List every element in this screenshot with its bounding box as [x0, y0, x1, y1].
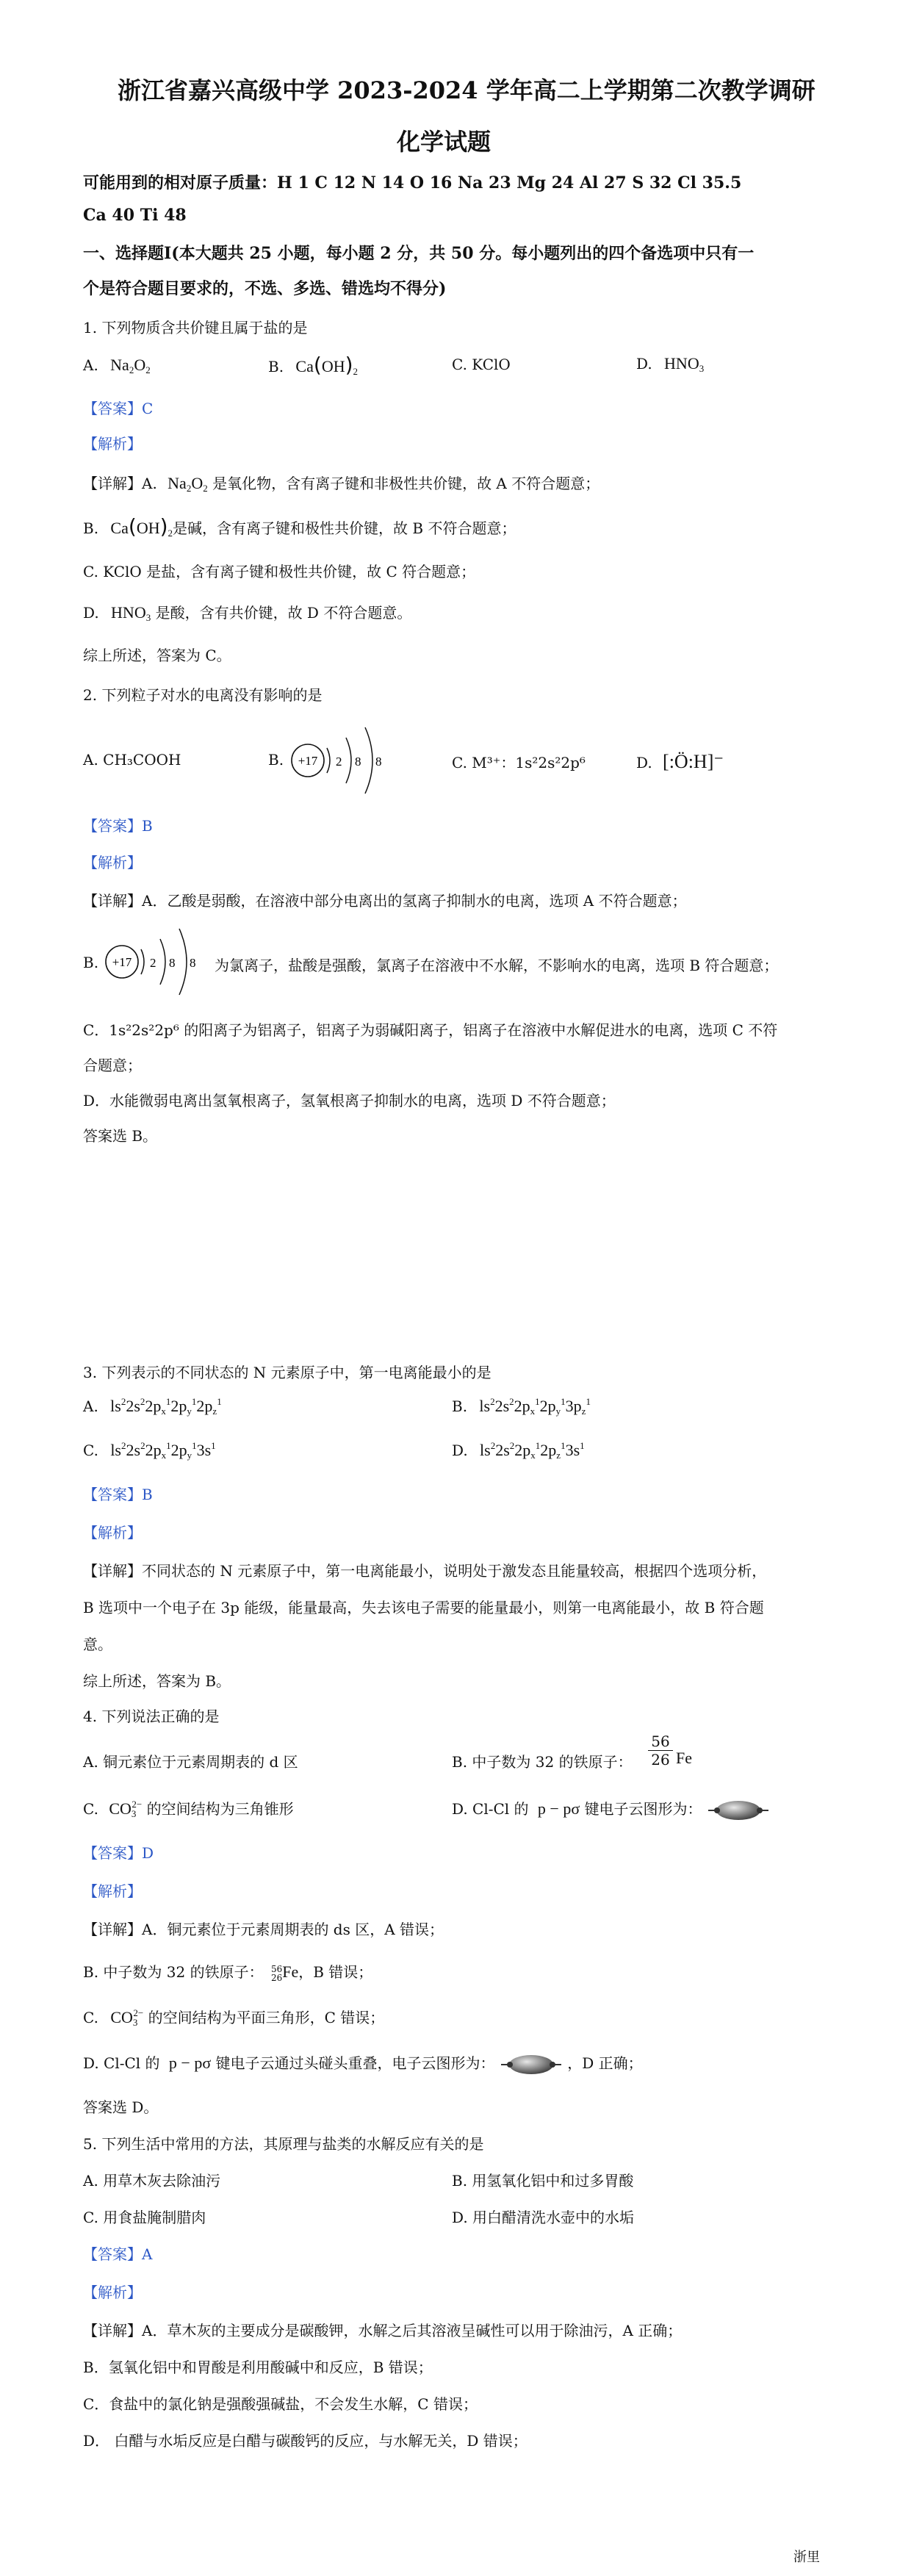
q1-answer: 【答案】C [83, 400, 154, 417]
page-title-line2: 化学试题 [397, 128, 491, 156]
q4-detail-a: 【详解】A．铜元素位于元素周期表的 ds 区，A 错误； [83, 1921, 444, 1938]
q1-summary: 综上所述，答案为 C。 [83, 647, 231, 664]
page-title-line1: 浙江省嘉兴高级中学 2023-2024 学年高二上学期第二次教学调研 [118, 76, 815, 104]
q4-option-c: C. $CO_3^{2-}$ 的空间结构为三角锥形 [83, 1799, 294, 1819]
q3-answer: 【答案】B [83, 1486, 153, 1503]
q1-option-c: C. KClO [452, 356, 511, 373]
q2-option-b-atom-diagram [289, 720, 399, 801]
q4-option-b: B. 中子数为 32 的铁原子： [452, 1753, 633, 1771]
q2-detail-b-text: 为氯离子，盐酸是强酸，氯离子在溶液中不水解，不影响水的电离，选项 B 符合题意； [215, 957, 779, 974]
q4-detail-d: D. Cl-Cl 的 p − pσ 键电子云通过头碰头重叠，电子云图形为： ，D 正确； [83, 2051, 643, 2076]
q3-detail-line2: B 选项中一个电子在 3p 能级，能量最高，失去该电子需要的能量最小，则第一电离能最小，故 B 符合题 [83, 1599, 764, 1616]
q2-b-shell-2: 8 [355, 755, 361, 769]
q3-summary: 综上所述，答案为 B。 [83, 1672, 231, 1690]
atomic-mass-line2: Ca 40 Ti 48 [83, 206, 187, 225]
q5-detail-d: D． 白醋与水垢反应是白醋与碳酸钙的反应，与水解无关，D 错误； [83, 2432, 527, 2450]
q5-option-c: C. 用食盐腌制腊肉 [83, 2209, 206, 2226]
section-heading-line1: 一、选择题Ⅰ(本大题共 25 小题，每小题 2 分，共 50 分。每小题列出的四个备选项中只有一 [83, 244, 755, 263]
q1-detail-b: B. $Ca(OH)_2$是碱，含有离子键和极性共价键，故 B 不符合题意； [83, 514, 516, 539]
q4-option-b-symbol: Fe [676, 1749, 692, 1767]
q2-detail-b-label: B. [83, 954, 99, 971]
q5-option-a: A. 用草木灰去除油污 [83, 2172, 221, 2190]
q3-option-b: B. $ls^22s^22p_x^12p_y^13p_z^1$ [452, 1396, 591, 1417]
q4-stem: 4. 下列说法正确的是 [83, 1708, 220, 1725]
q2-option-b-label: B. [268, 751, 284, 769]
q4-analysis-label: 【解析】 [83, 1882, 142, 1900]
q4-detail-c: C. $CO_3^{2-}$ 的空间结构为平面三角形，C 错误； [83, 2007, 385, 2028]
q2-option-c: C. M³⁺：1s²2s²2p⁶ [452, 754, 586, 771]
q5-option-b: B. 用氢氧化铝中和过多胃酸 [452, 2172, 634, 2190]
electron-cloud-icon [707, 1799, 770, 1821]
q2-detail-d: D．水能微弱电离出氢氧根离子，氢氧根离子抑制水的电离，选项 D 不符合题意； [83, 1092, 616, 1109]
q5-detail-b: B．氢氧化铝中和胃酸是利用酸碱中和反应，B 错误； [83, 2359, 433, 2376]
q5-option-d: D. 用白醋清洗水壶中的水垢 [452, 2209, 635, 2226]
footer-watermark: 浙里 [793, 2550, 820, 2565]
q1-option-d: D. $HNO_3$ [636, 354, 705, 374]
svg-text:2: 2 [150, 956, 156, 970]
q4-option-b-nuclide: 56 26 [648, 1733, 673, 1769]
q3-stem: 3. 下列表示的不同状态的 N 元素原子中，第一电离能最小的是 [83, 1364, 491, 1381]
q1-detail-a: 【详解】A. $Na_2O_2$ 是氧化物，含有离子键和非极性共价键，故 A 不符合题意； [83, 474, 600, 494]
q2-detail-c-line2: 合题意； [83, 1057, 142, 1074]
q3-detail-line3: 意。 [83, 1636, 112, 1653]
svg-text:+17: +17 [298, 754, 318, 768]
q4-answer: 【答案】D [83, 1844, 154, 1862]
q1-detail-c: C. KClO 是盐，含有离子键和极性共价键，故 C 符合题意； [83, 563, 476, 580]
q3-analysis-label: 【解析】 [83, 1524, 142, 1541]
atomic-mass-line1: 可能用到的相对原子质量：H 1 C 12 N 14 O 16 Na 23 Mg 24 Al 27 S 32 Cl 35.5 [83, 173, 742, 193]
q5-analysis-label: 【解析】 [83, 2284, 142, 2301]
q4-detail-b: B. 中子数为 32 的铁原子： 56 26Fe，B 错误； [83, 1962, 373, 1983]
svg-text:+17: +17 [112, 955, 132, 969]
q3-option-d: D. $ls^22s^22p_x^12p_z^13s^1$ [452, 1440, 585, 1461]
q2-detail-atom-diagram [103, 921, 213, 1002]
q2-analysis-label: 【解析】 [83, 854, 142, 871]
q3-detail-line1: 【详解】不同状态的 N 元素原子中，第一电离能最小，说明处于激发态且能量较高，根据四个选项分析， [83, 1562, 767, 1580]
q2-summary: 答案选 B。 [83, 1127, 158, 1145]
q1-stem: 1. 下列物质含共价键且属于盐的是 [83, 319, 308, 337]
q1-option-a: A. $Na_2O_2$ [83, 356, 151, 375]
q2-detail-c-line1: C．1s²2s²2p⁶ 的阳离子为铝离子，铝离子为弱碱阳离子，铝离子在溶液中水解促进水的电离，选项 C 不符 [83, 1021, 778, 1039]
q2-b-shell-3: 8 [375, 755, 382, 769]
q3-option-a: A. $ls^22s^22p_x^12p_y^12p_z^1$ [83, 1396, 222, 1417]
q3-option-c: C. $ls^22s^22p_x^12p_y^13s^1$ [83, 1440, 216, 1461]
q1-option-b: B. $Ca(OH)_2$ [268, 353, 359, 377]
svg-text:8: 8 [190, 956, 196, 970]
q1-detail-d: D. $HNO_3$ 是酸，含有共价键，故 D 不符合题意。 [83, 603, 412, 623]
q4-option-d: D. Cl-Cl 的 p − pσ 键电子云图形为： [452, 1797, 770, 1821]
svg-text:8: 8 [169, 956, 176, 970]
q5-answer: 【答案】A [83, 2245, 153, 2263]
q5-detail-c: C．食盐中的氯化钠是强酸强碱盐，不会发生水解，C 错误； [83, 2395, 478, 2413]
q5-detail-a: 【详解】A．草木灰的主要成分是碳酸钾，水解之后其溶液呈碱性可以用于除油污，A 正确； [83, 2322, 683, 2339]
q5-stem: 5. 下列生活中常用的方法，其原理与盐类的水解反应有关的是 [83, 2135, 484, 2153]
q4-option-a: A. 铜元素位于元素周期表的 d 区 [83, 1753, 298, 1771]
q2-b-shell-1: 2 [336, 755, 342, 769]
q1-analysis-label: 【解析】 [83, 435, 142, 453]
q2-option-d: D. [:Ö:H]⁻ [636, 751, 724, 772]
q2-detail-a: 【详解】A．乙酸是弱酸，在溶液中部分电离出的氢离子抑制水的电离，选项 A 不符合题意； [83, 892, 687, 910]
electron-cloud-icon [500, 2054, 563, 2076]
q2-stem: 2. 下列粒子对水的电离没有影响的是 [83, 686, 323, 704]
q2-answer: 【答案】B [83, 817, 153, 835]
q4-summary: 答案选 D。 [83, 2098, 159, 2116]
section-heading-line2: 个是符合题目要求的，不选、多选、错选均不得分) [83, 279, 447, 298]
q2-option-a: A. CH₃COOH [83, 751, 181, 769]
